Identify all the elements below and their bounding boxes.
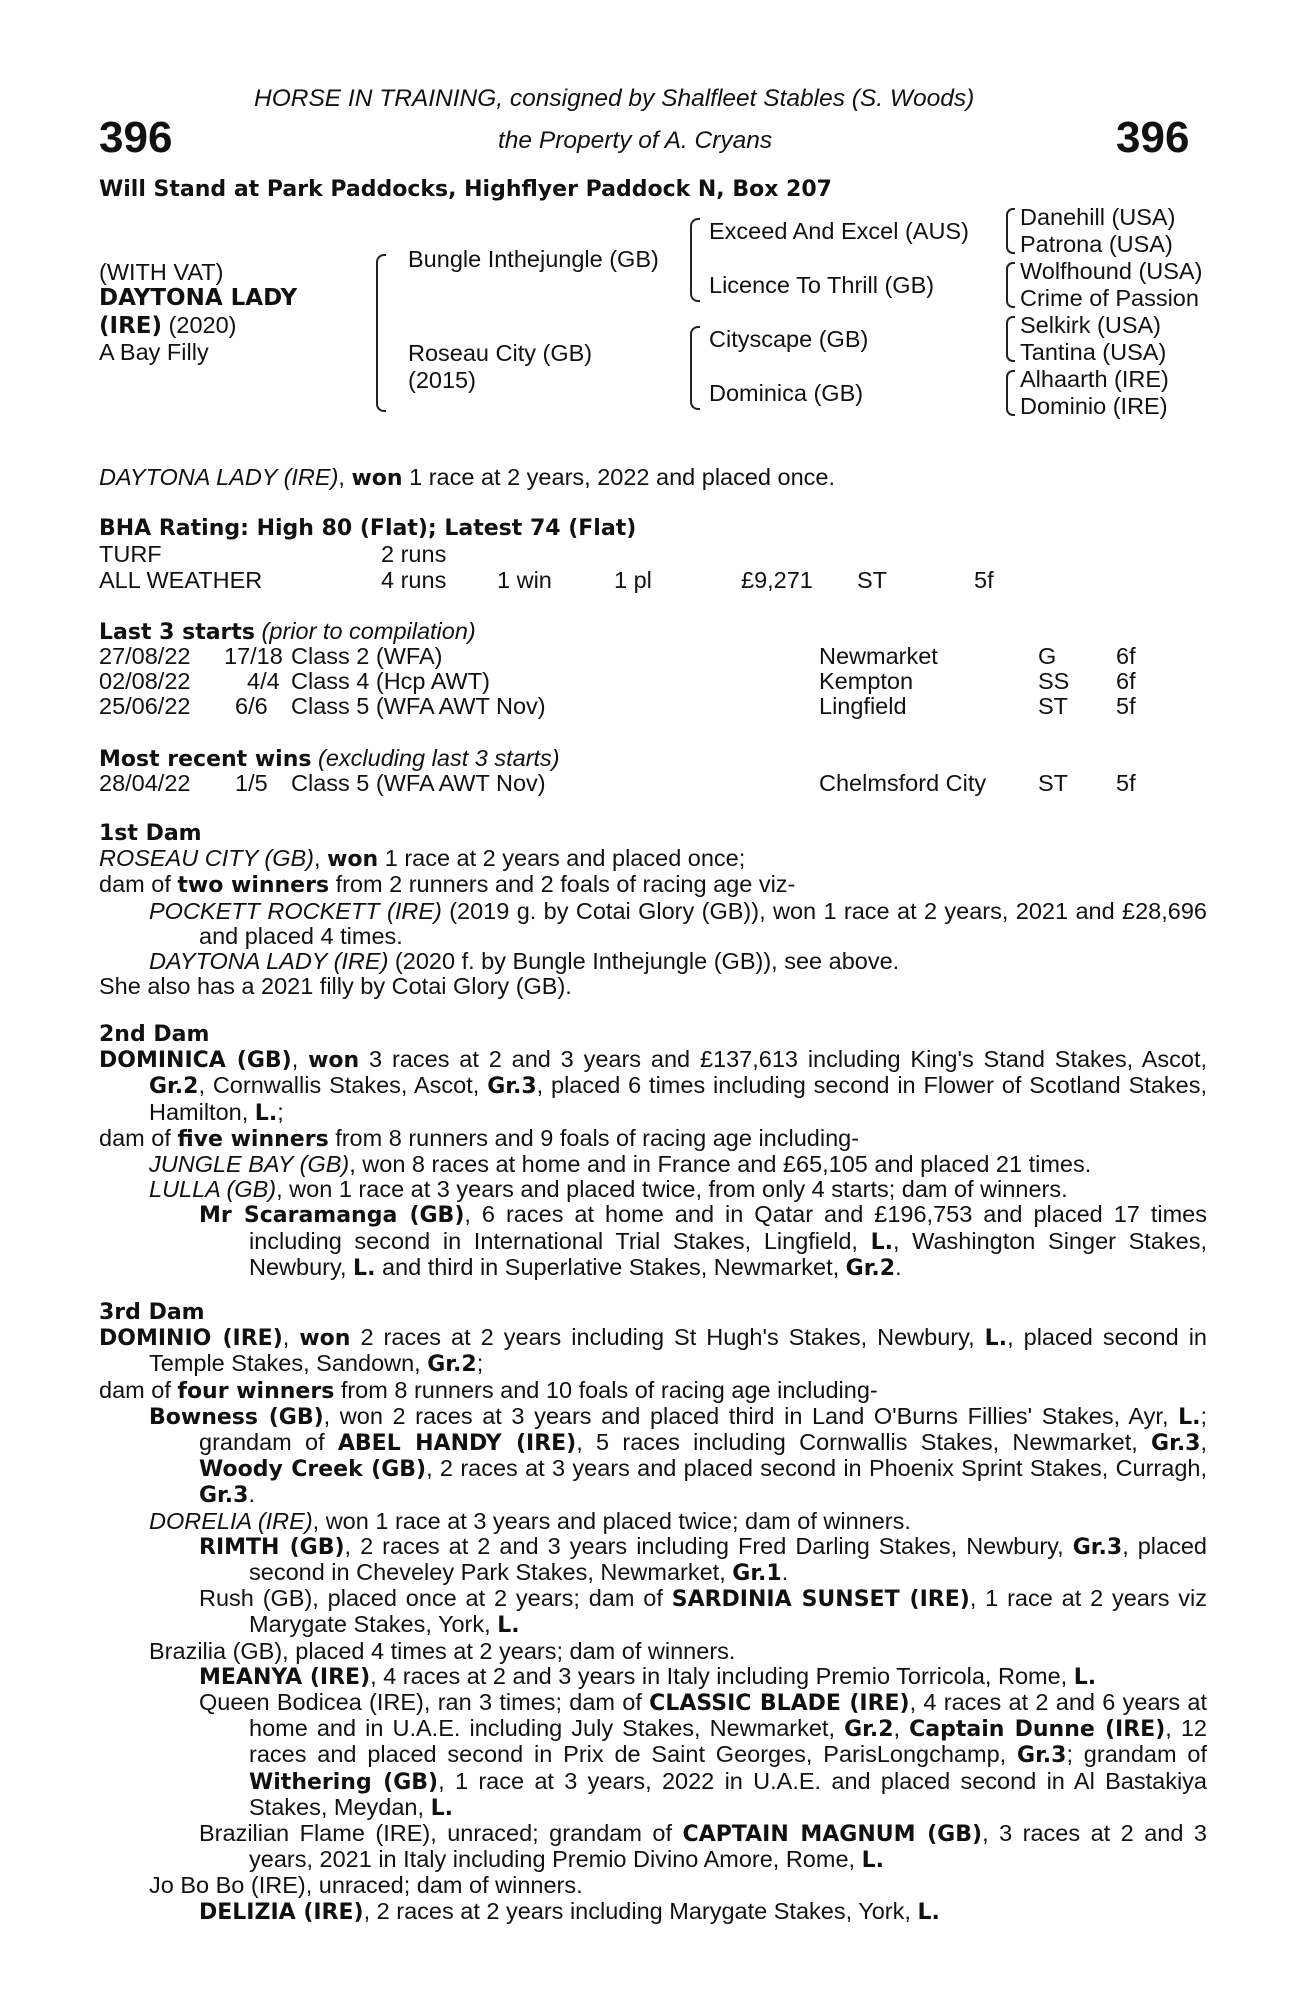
last3-row — [99, 643, 1199, 669]
dam-name: DOMINICA (GB) — [99, 1048, 292, 1074]
start-course: Newmarket — [819, 643, 938, 669]
win-date: 28/04/22 — [99, 770, 191, 796]
rating-placed: 1 pl — [614, 567, 652, 593]
rating-surface: ALL WEATHER — [99, 567, 263, 593]
text: , placed second in Cheveley Park Stakes, Newmarket, — [249, 1532, 1207, 1586]
produce-entry — [99, 1899, 1207, 1925]
grade: Gr.2 — [427, 1352, 477, 1378]
text: , 2 races at 2 years including Marygate Stakes, York, — [363, 1897, 918, 1924]
pedigree-ssd: Patrona (USA) — [1020, 231, 1173, 257]
first-dam-note: She also has a 2021 filly by Cotai Glory (GB). — [99, 973, 572, 1000]
text: , 1 race at 3 years, 2022 in U.A.E. and placed second in Al Bastakiya Stakes, Meydan, — [249, 1767, 1207, 1820]
produce-entry: Jo Bo Bo (IRE), unraced; dam of winners. — [149, 1872, 583, 1899]
stand-location: Will Stand at Park Paddocks, Highflyer Paddock N, Box 207 — [99, 177, 832, 202]
dam-name: DOMINIO (IRE) — [99, 1326, 283, 1352]
grand-produce: CLASSIC BLADE (IRE) — [649, 1691, 910, 1717]
start-going: SS — [1038, 668, 1070, 694]
grade: L. — [984, 1326, 1008, 1352]
second-dam-title: 2nd Dam — [99, 1022, 210, 1047]
win-position: 1/5 — [235, 770, 268, 796]
third-dam-section — [99, 1300, 1207, 1925]
grade: L. — [254, 1100, 278, 1126]
start-distance: 6f — [1116, 643, 1136, 669]
text: , Washington Singer Stakes, Newbury, — [249, 1227, 1207, 1280]
pedigree-sdd: Crime of Passion — [1020, 285, 1199, 311]
rating-row-turf — [99, 541, 1199, 567]
text: Brazilian Flame (IRE), unraced; grandam of — [199, 1820, 683, 1847]
won-label: won — [308, 1048, 360, 1074]
grade: Gr.3 — [487, 1074, 537, 1100]
produce-entry — [99, 1534, 1207, 1586]
rating-wins: 1 win — [497, 567, 552, 593]
produce-name: Mr Scaramanga (GB) — [199, 1203, 465, 1229]
winners-count: five winners — [177, 1126, 329, 1152]
text: (2019 g. by Cotai Glory (GB)), won 1 race at 2 years, 2021 and £28,696 and placed 4 times. — [199, 897, 1207, 949]
text: ; — [277, 1098, 284, 1125]
last3-row — [99, 693, 1199, 719]
text: 2 races at 2 years including St Hugh's Stakes, Newbury, — [350, 1324, 985, 1351]
first-dam-section — [99, 821, 1207, 999]
pedigree-sds: Wolfhound (USA) — [1020, 258, 1203, 284]
horse-name-line2 — [99, 312, 236, 339]
text: Queen Bodicea (IRE), ran 3 times; dam of — [199, 1689, 650, 1716]
produce-entry — [99, 949, 1207, 974]
horse-country: (IRE) — [99, 313, 163, 339]
win-course: Chelmsford City — [819, 770, 987, 796]
produce-entry — [99, 1177, 1207, 1202]
grand-produce: Captain Dunne (IRE) — [909, 1717, 1166, 1743]
grand-produce: Woody Creek (GB) — [199, 1457, 427, 1483]
start-course: Kempton — [819, 668, 914, 694]
grand-produce: Withering (GB) — [249, 1769, 439, 1795]
start-distance: 6f — [1116, 668, 1136, 694]
pedigree-brace-ds — [1006, 316, 1015, 362]
horse-description: A Bay Filly — [99, 339, 209, 365]
horse-name: DAYTONA LADY — [99, 285, 298, 311]
grade: L. — [917, 1899, 940, 1925]
start-going: ST — [1038, 693, 1069, 719]
pedigree-dd: Dominica (GB) — [709, 380, 864, 406]
text: . — [781, 1559, 789, 1586]
pedigree-ds: Cityscape (GB) — [709, 326, 869, 352]
grade: L. — [353, 1255, 376, 1281]
pedigree-dsd: Tantina (USA) — [1020, 339, 1167, 365]
produce-entry — [99, 1821, 1207, 1873]
recent-row — [99, 770, 1199, 796]
text: 3 races at 2 and 3 years and £137,613 including King's Stand Stakes, Ascot, — [359, 1046, 1208, 1073]
produce-entry — [99, 899, 1207, 949]
consignment-line: HORSE IN TRAINING, consigned by Shalfleet Stables (S. Woods) — [254, 85, 975, 112]
produce-name: POCKETT ROCKETT (IRE) — [149, 897, 442, 924]
grand-produce: SARDINIA SUNSET (IRE) — [671, 1587, 970, 1613]
won-label: won — [299, 1326, 351, 1352]
text: , 12 races and placed second in Prix de Saint Georges, ParisLongchamp, — [249, 1715, 1208, 1768]
produce-name: RIMTH (GB) — [199, 1534, 345, 1560]
winners-count: two winners — [177, 873, 330, 899]
text: , — [1200, 1429, 1208, 1456]
produce-name: DELIZIA (IRE) — [199, 1899, 364, 1925]
pedigree-dss: Selkirk (USA) — [1020, 312, 1162, 338]
pedigree-dam: Roseau City (GB) — [408, 340, 593, 366]
produce-entry — [99, 1509, 1207, 1534]
grade: Gr.3 — [199, 1483, 249, 1509]
text: , won 1 race at 3 years and placed twice; dam of winners. — [312, 1507, 911, 1534]
produce-entry — [99, 1152, 1207, 1177]
text: , won 2 races at 3 years and placed third in Land O'Burns Fillies' Stakes, Ayr, — [323, 1402, 1179, 1429]
pedigree-sd: Licence To Thrill (GB) — [709, 272, 935, 298]
start-date: 25/06/22 — [99, 693, 191, 719]
text: , placed second in Temple Stakes, Sandown, — [149, 1324, 1207, 1377]
produce-entry — [99, 1404, 1207, 1509]
produce-entry — [99, 1664, 1207, 1690]
last3-note: (prior to compilation) — [255, 618, 476, 644]
recent-title — [99, 745, 560, 773]
grade: Gr.2 — [844, 1717, 894, 1743]
produce-name: DORELIA (IRE) — [149, 1507, 313, 1534]
pedigree-sss: Danehill (USA) — [1020, 204, 1176, 230]
produce-name: DAYTONA LADY (IRE) — [149, 948, 389, 975]
pedigree-ss: Exceed And Excel (AUS) — [709, 218, 969, 244]
text: (2020 f. by Bungle Inthejungle (GB)), see above. — [388, 948, 900, 975]
text: , 3 races at 2 and 3 years, 2021 in Italy including Premio Divino Amore, Rome, — [249, 1820, 1208, 1873]
text: , placed 6 times including second in Flower of Scotland Stakes, Hamilton, — [149, 1072, 1207, 1125]
text: , 4 races at 2 and 3 years in Italy including Premio Torricola, Rome, — [370, 1662, 1074, 1689]
text: , won 8 races at home and in France and £65,105 and placed 21 times. — [349, 1151, 1092, 1178]
grand-produce: ABEL HANDY (IRE) — [337, 1431, 577, 1457]
produce-entry — [99, 1586, 1207, 1638]
pedigree-brace-sire — [690, 218, 700, 302]
recent-note: (excluding last 3 starts) — [311, 745, 560, 771]
winners-count: four winners — [177, 1378, 335, 1404]
grade: L. — [430, 1795, 453, 1821]
start-position: 17/18 — [224, 643, 283, 669]
text: , — [282, 1324, 300, 1351]
rating-surface: TURF — [99, 541, 162, 567]
text: dam of — [99, 1376, 178, 1403]
produce-name: Bowness (GB) — [149, 1404, 324, 1430]
text: , — [314, 845, 328, 872]
text: ; grandam of — [1066, 1741, 1207, 1768]
text: from 8 runners and 9 foals of racing age including- — [328, 1124, 860, 1151]
text: , 1 race at 2 years viz Marygate Stakes, York, — [249, 1585, 1208, 1638]
second-dam-produce-line — [99, 1126, 1207, 1152]
text: and third in Superlative Stakes, Newmarket, — [375, 1253, 846, 1280]
property-line: the Property of A. Cryans — [498, 127, 773, 154]
grade: Gr.2 — [845, 1255, 896, 1281]
horse-year: (2020) — [162, 312, 237, 338]
rating-runs: 4 runs — [381, 567, 447, 593]
text: dam of — [99, 1124, 178, 1151]
text: , 5 races including Cornwallis Stakes, Newmarket, — [576, 1429, 1152, 1456]
text: , won 1 race at 3 years and placed twice, from only 4 starts; dam of winners. — [276, 1176, 1068, 1203]
text: from 2 runners and 2 foals of racing age viz- — [329, 871, 796, 898]
second-dam-line — [99, 1047, 1207, 1126]
text: ; — [476, 1350, 484, 1377]
grade: Gr.3 — [1072, 1534, 1123, 1560]
summary-rest: 1 race at 2 years, 2022 and placed once. — [402, 464, 836, 490]
pedigree-brace-main — [376, 254, 386, 412]
grade: Gr.2 — [149, 1074, 199, 1100]
text: . — [248, 1481, 255, 1508]
last3-title — [99, 618, 476, 646]
won-label: won — [327, 847, 379, 873]
grand-produce: CAPTAIN MAGNUM (GB) — [682, 1822, 983, 1848]
text: , — [291, 1046, 309, 1073]
text: ; grandam of — [199, 1402, 1207, 1456]
rating-title: BHA Rating: High 80 (Flat); Latest 74 (Flat) — [99, 516, 637, 541]
grade: L. — [1073, 1664, 1097, 1690]
rating-prize: £9,271 — [741, 567, 813, 593]
lot-number-right: 396 — [1116, 113, 1190, 162]
rating-going: ST — [857, 567, 888, 593]
lot-number-left: 396 — [99, 113, 173, 162]
vat-note: (WITH VAT) — [99, 259, 224, 285]
start-date: 02/08/22 — [99, 668, 191, 694]
first-dam-title: 1st Dam — [99, 821, 202, 846]
rating-runs: 2 runs — [381, 541, 447, 567]
text: , — [893, 1715, 910, 1742]
pedigree-brace-sd — [1006, 262, 1015, 308]
start-position: 4/4 — [247, 668, 280, 694]
first-dam-produce-line — [99, 872, 1207, 898]
summary-sep: , — [338, 464, 352, 490]
produce-entry: Brazilia (GB), placed 4 times at 2 years; dam of winners. — [149, 1637, 736, 1664]
text: , 6 races at home and in Qatar and £196,753 and placed 17 times including second in International Trial Stakes, Lingfield, — [249, 1201, 1207, 1254]
text: . — [895, 1253, 902, 1280]
grade: Gr.3 — [1017, 1743, 1067, 1769]
grade: Gr.1 — [732, 1561, 782, 1587]
pedigree-brace-dd — [1006, 370, 1015, 416]
start-race: Class 2 (WFA) — [291, 643, 443, 669]
text: 1 race at 2 years and placed once; — [378, 845, 746, 872]
first-dam-line — [99, 846, 1207, 872]
start-going: G — [1038, 643, 1057, 669]
rating-dist: 5f — [974, 567, 994, 593]
third-dam-produce-line — [99, 1378, 1207, 1404]
text: dam of — [99, 871, 178, 898]
win-distance: 5f — [1116, 770, 1136, 796]
recent-heading: Most recent wins — [99, 747, 312, 772]
start-course: Lingfield — [819, 693, 907, 719]
rating-row-aw — [99, 567, 1199, 593]
summary-name: DAYTONA LADY (IRE) — [99, 464, 339, 490]
produce-name: MEANYA (IRE) — [199, 1664, 371, 1690]
pedigree-sire: Bungle Inthejungle (GB) — [408, 246, 659, 272]
start-position: 6/6 — [235, 693, 268, 719]
text: Rush (GB), placed once at 2 years; dam of — [199, 1585, 672, 1612]
start-race: Class 4 (Hcp AWT) — [291, 668, 490, 694]
race-summary — [99, 464, 835, 492]
text: , Cornwallis Stakes, Ascot, — [198, 1072, 488, 1099]
last3-heading: Last 3 starts — [99, 620, 256, 645]
last3-row — [99, 668, 1199, 694]
third-dam-title: 3rd Dam — [99, 1300, 205, 1325]
grade: L. — [861, 1848, 884, 1874]
text: , 2 races at 2 and 3 years including Fred Darling Stakes, Newbury, — [344, 1532, 1073, 1559]
produce-name: LULLA (GB) — [149, 1176, 277, 1203]
pedigree-dam-year: (2015) — [408, 367, 476, 393]
pedigree-ddd: Dominio (IRE) — [1020, 393, 1168, 419]
grade: L. — [497, 1613, 520, 1639]
win-going: ST — [1038, 770, 1069, 796]
summary-won: won — [351, 466, 403, 491]
start-race: Class 5 (WFA AWT Nov) — [291, 693, 546, 719]
produce-entry — [99, 1690, 1207, 1821]
pedigree-brace-dam — [690, 326, 700, 410]
produce-entry — [99, 1202, 1207, 1281]
start-distance: 5f — [1116, 693, 1136, 719]
grade: L. — [870, 1229, 893, 1255]
grade: Gr.3 — [1151, 1431, 1201, 1457]
produce-name: JUNGLE BAY (GB) — [149, 1151, 350, 1178]
win-race: Class 5 (WFA AWT Nov) — [291, 770, 546, 796]
grade: L. — [1178, 1404, 1201, 1430]
pedigree-dds: Alhaarth (IRE) — [1020, 366, 1169, 392]
pedigree-brace-ss — [1006, 208, 1015, 254]
text: from 8 runners and 10 foals of racing age including- — [334, 1376, 878, 1403]
second-dam-section — [99, 1022, 1207, 1281]
third-dam-line — [99, 1325, 1207, 1377]
text: , 4 races at 2 and 6 years at home and in U.A.E. including July Stakes, Newmarket, — [249, 1689, 1207, 1742]
text: , 2 races at 3 years and placed second in Phoenix Sprint Stakes, Curragh, — [426, 1455, 1207, 1482]
dam-name: ROSEAU CITY (GB) — [99, 845, 315, 872]
start-date: 27/08/22 — [99, 643, 191, 669]
